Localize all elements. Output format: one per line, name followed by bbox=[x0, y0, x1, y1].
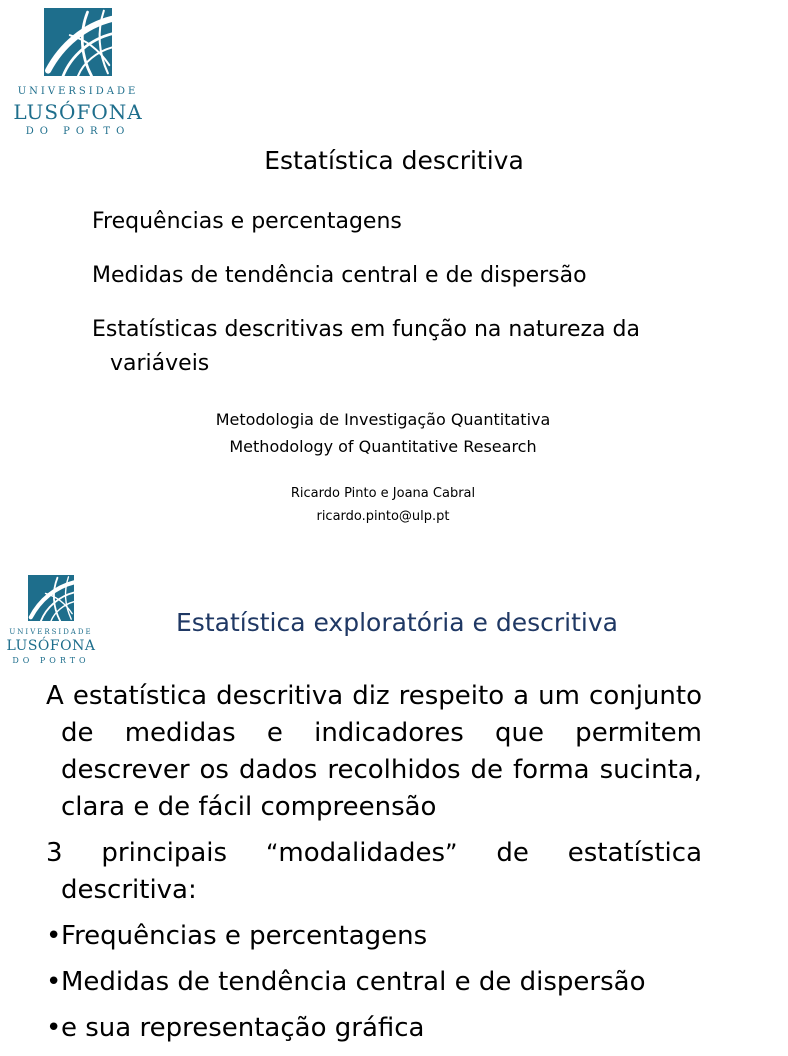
slide-2-body bbox=[46, 678, 702, 1056]
bullet-item bbox=[46, 1010, 702, 1047]
logo-text-lusofona: LUSÓFONA bbox=[13, 100, 143, 124]
author-names: Ricardo Pinto e Joana Cabral bbox=[290, 486, 476, 501]
university-logo bbox=[8, 8, 148, 138]
course-subtitle-en: Methodology of Quantitative Research bbox=[229, 437, 537, 456]
bullet-marker: • bbox=[46, 1013, 62, 1043]
bullet-marker: • bbox=[46, 921, 62, 951]
logo-text-universidade: UNIVERSIDADE bbox=[9, 628, 93, 636]
logo-text-lusofona: LUSÓFONA bbox=[6, 638, 96, 654]
slide-2 bbox=[0, 545, 768, 1043]
bullet-marker: • bbox=[46, 967, 62, 997]
modalities-paragraph bbox=[46, 835, 702, 909]
quote-open: “ bbox=[265, 839, 279, 867]
topic-item: Frequências e percentagens bbox=[92, 209, 402, 234]
bullet-item bbox=[46, 964, 702, 1001]
course-subtitle-pt: Metodologia de Investigação Quantitativa bbox=[215, 410, 551, 429]
globe-icon bbox=[44, 8, 112, 76]
topic-item: Medidas de tendência central e de dispersão bbox=[92, 263, 587, 288]
author-email: ricardo.pinto@ulp.pt bbox=[316, 509, 450, 524]
logo-text-do-porto: DO PORTO bbox=[12, 656, 90, 665]
topic-list bbox=[92, 205, 712, 401]
course-subtitle bbox=[0, 406, 766, 460]
description-paragraph: A estatística descritiva diz respeito a um conjunto de medidas e indicadores que permitem descrever os dados recolhidos de forma sucinta, clara e de fácil compreensão bbox=[46, 681, 702, 822]
slide-1-title: Estatística descritiva bbox=[264, 146, 524, 175]
bullet-text: Frequências e percentagens bbox=[61, 921, 428, 951]
logo-text-universidade: UNIVERSIDADE bbox=[17, 86, 139, 97]
modalities-text-after: de estatística descritiva: bbox=[61, 838, 702, 905]
quote-close: ” bbox=[445, 839, 458, 867]
author-block bbox=[0, 482, 766, 528]
bullet-text: Medidas de tendência central e de dispersão bbox=[61, 967, 646, 997]
globe-icon bbox=[28, 575, 74, 621]
modalities-text-before: 3 principais bbox=[46, 838, 228, 868]
university-logo bbox=[2, 575, 100, 667]
topic-item: Estatísticas descritivas em função na natureza da variáveis bbox=[92, 317, 640, 376]
slide-2-title: Estatística exploratória e descritiva bbox=[176, 608, 618, 637]
bullet-item bbox=[46, 918, 702, 955]
logo-text-do-porto: DO PORTO bbox=[25, 126, 131, 137]
bullet-text: e sua representação gráfica bbox=[61, 1013, 425, 1043]
modalities-quoted-term: modalidades bbox=[278, 838, 445, 868]
